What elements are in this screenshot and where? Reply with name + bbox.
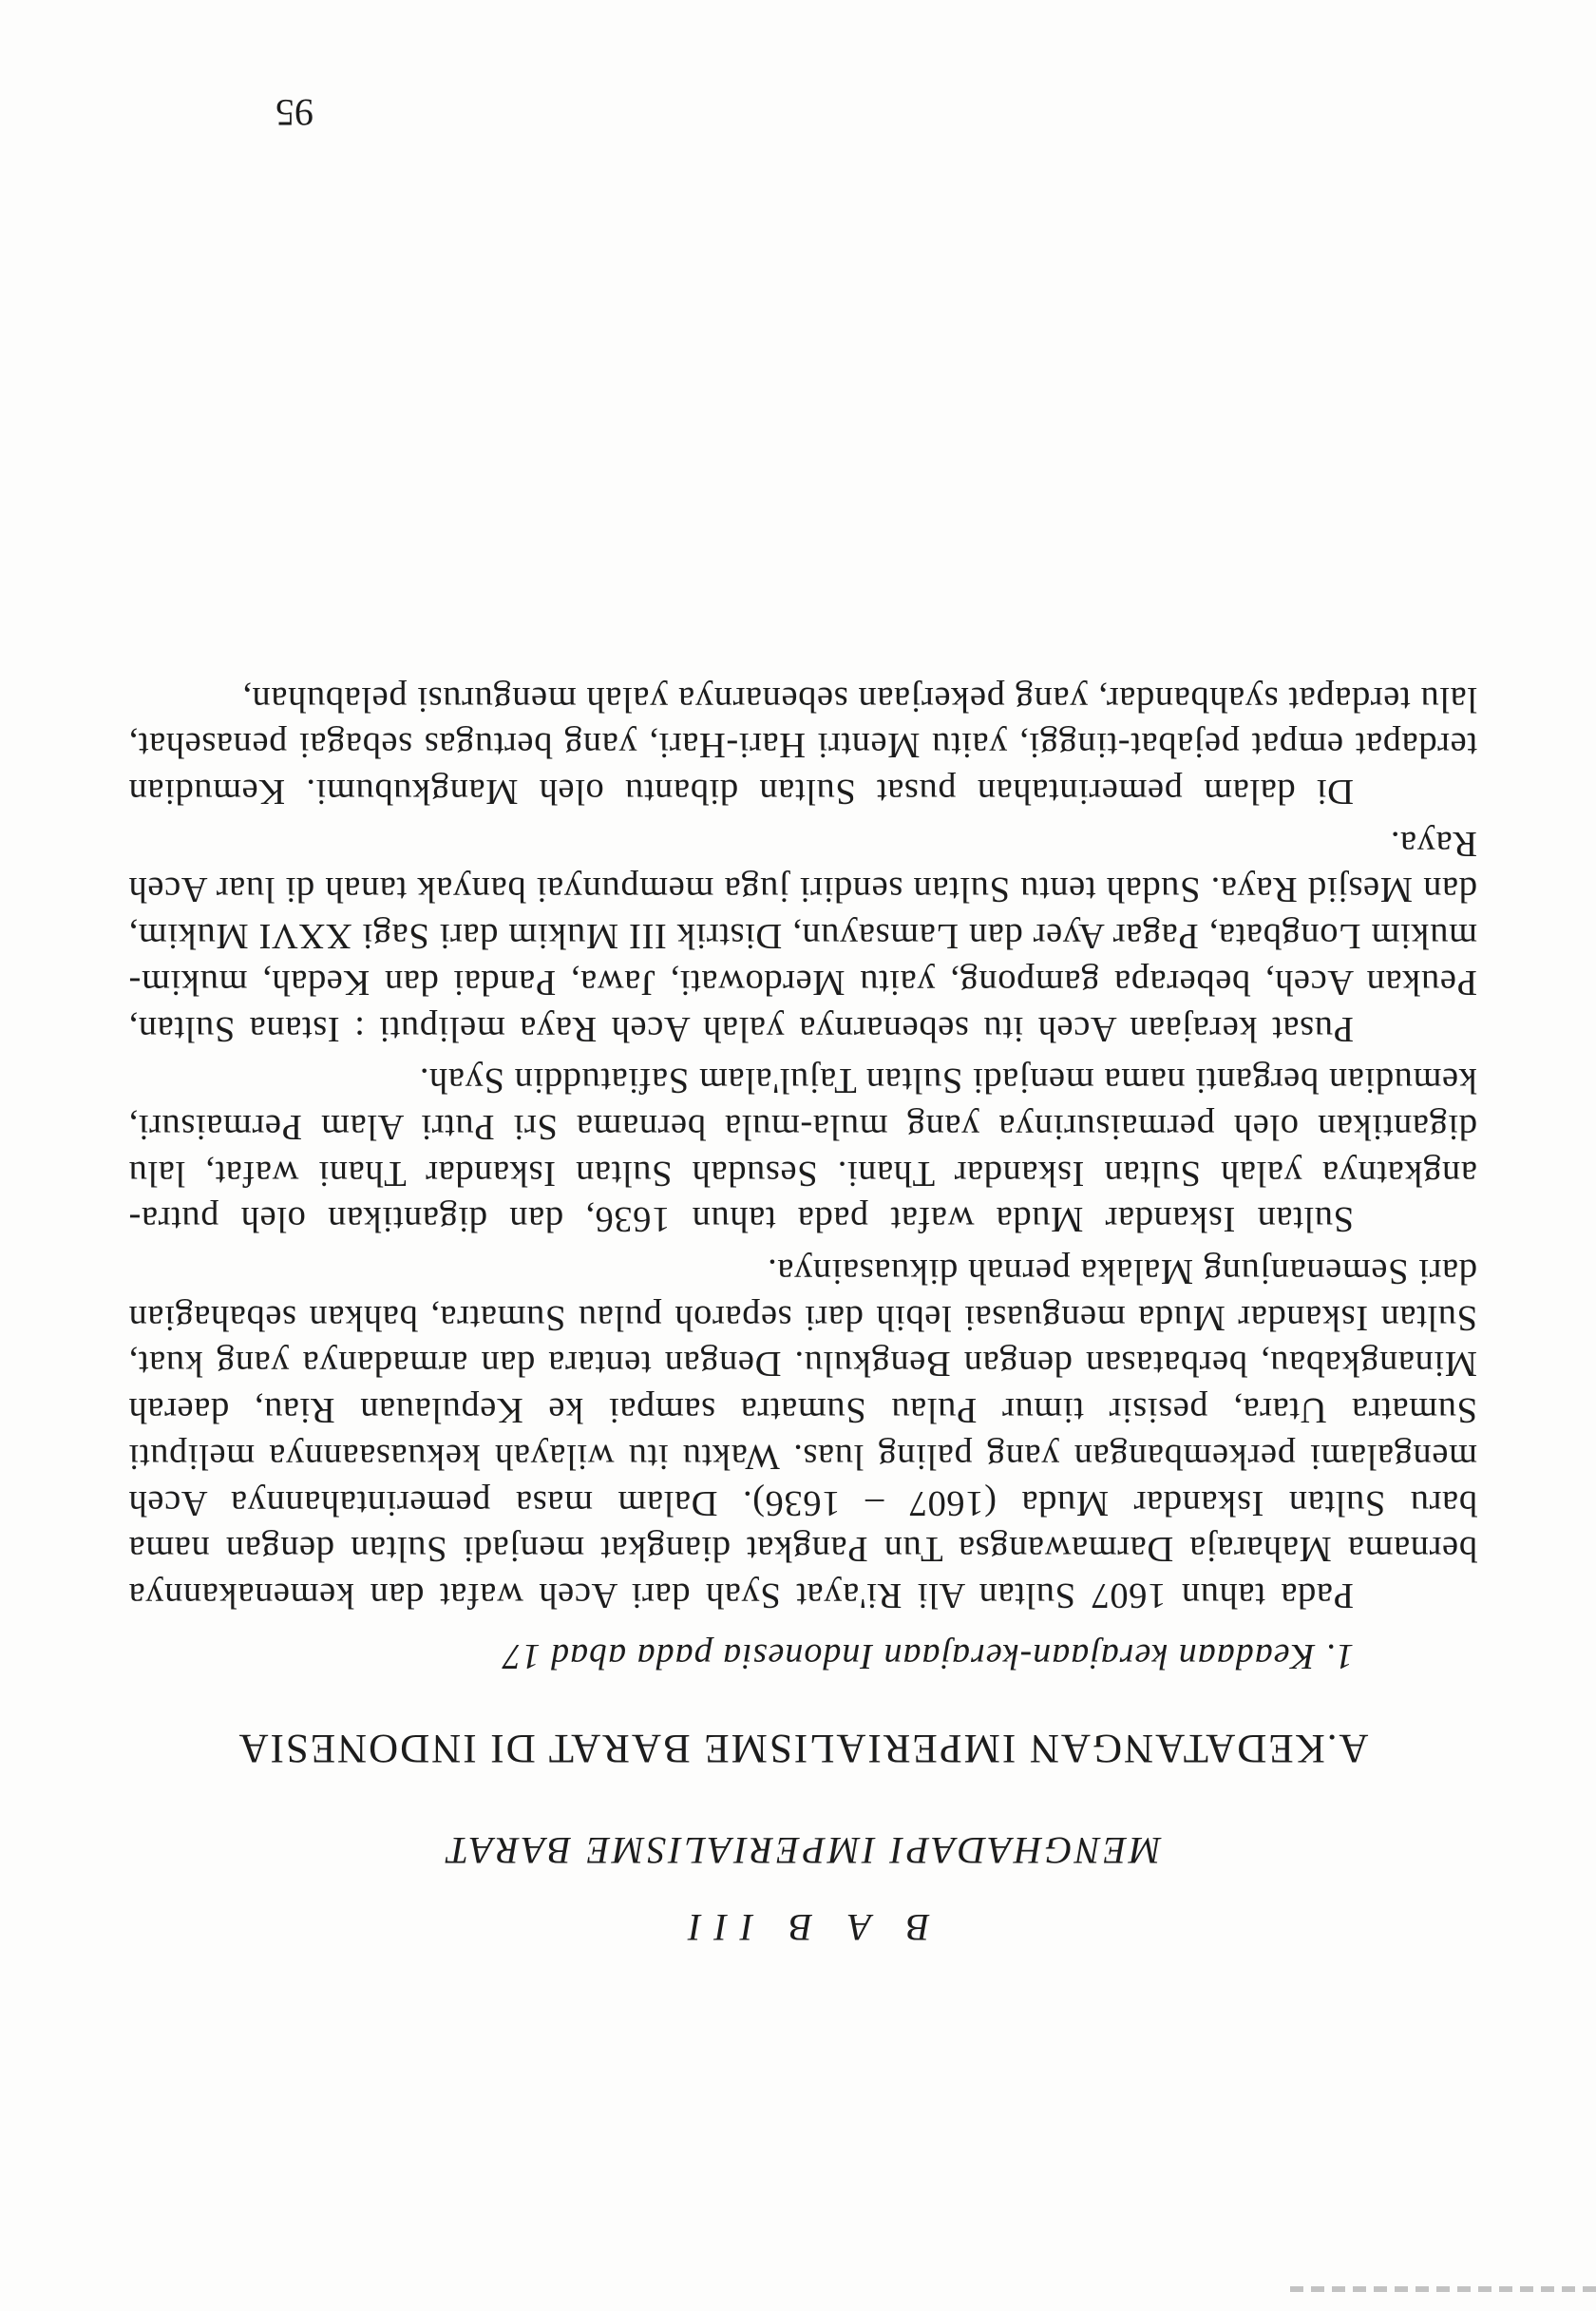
paragraph: Pusat kerajaan Aceh itu sebenarnya yalah Aceh Raya meliputi : Istana Sultan, Peukan Aceh, beberapa gampong, yaitu Merdowati, Jawa, Pandai dan Kedah, mukim-mukim Longbata, Pagar Ayer dan Lamsayun, Distrik III Mukim dari Sagi XXVI Mukim, dan Mesjid Raya. Sudah tentu Sultan sendiri juga mempunyai banyak tanah di luar Aceh Raya.: [128, 823, 1477, 1049]
paragraph: Di dalam pemerintahan pusat Sultan dibantu oleh Mangkubumi. Kemudian terdapat empat pejabat-tinggi, yaitu Mentri Hari-Hari, yang bertugas sebagai penasehat, lalu terdapat syahbandar, yang pekerjaan sebenarnya yalah mengurusi pelabuhan,: [128, 678, 1477, 812]
chapter-title: MENGHADAPI IMPERIALISME BARAT: [444, 1829, 1162, 1872]
scan-edge-artifact: [1282, 2286, 1596, 2292]
paragraph: Pada tahun 1607 Sultan Ali Ri'ayat Syah dari Aceh wafat dan kemenakannya bernama Maharaja Darmawangsa Tun Pangkat diangkat menjadi Sultan dengan nama baru Sultan Iskandar Muda (1607 – 1636). Dalam masa pemerintahannya Aceh mengalami perkembangan yang paling luas. Waktu itu wilayah kekuasaannya meliputi Sumatra Utara, pesisir timur Pulau Sumatra sampai ke Kepulauan Riau, daerah Minangkabau, berbatasan dengan Bengkulu. Dengan tentara dan armadanya yang kuat, Sultan Iskandar Muda menguasai lebih dari separoh pulau Sumatra, bahkan sebahagian dari Semenanjung Malaka pernah dikuasainya.: [128, 1251, 1477, 1615]
page-number: 95: [276, 91, 314, 134]
paragraph: Sultan Iskandar Muda wafat pada tahun 1636, dan digantikan oleh putra-angkatnya yalah Sultan Iskandar Thani. Sesudah Sultan Iskandar Thani wafat, lalu digantikan oleh permaisurinya yang mula-mula bernama Sri Putri Alam Permaisuri, kemudian berganti nama menjadi Sultan Tajul'alam Safiatuddin Syah.: [128, 1060, 1477, 1240]
section-title: A.KEDATANGAN IMPERIALISME BARAT DI INDONESIA: [237, 1726, 1369, 1770]
chapter-heading: B A B III: [675, 1906, 930, 1949]
page-body: [128, 670, 1477, 1950]
subsection-title: 1. Keadaan kerajaan-kerajaan Indonesia pada abad 17: [502, 1636, 1354, 1676]
